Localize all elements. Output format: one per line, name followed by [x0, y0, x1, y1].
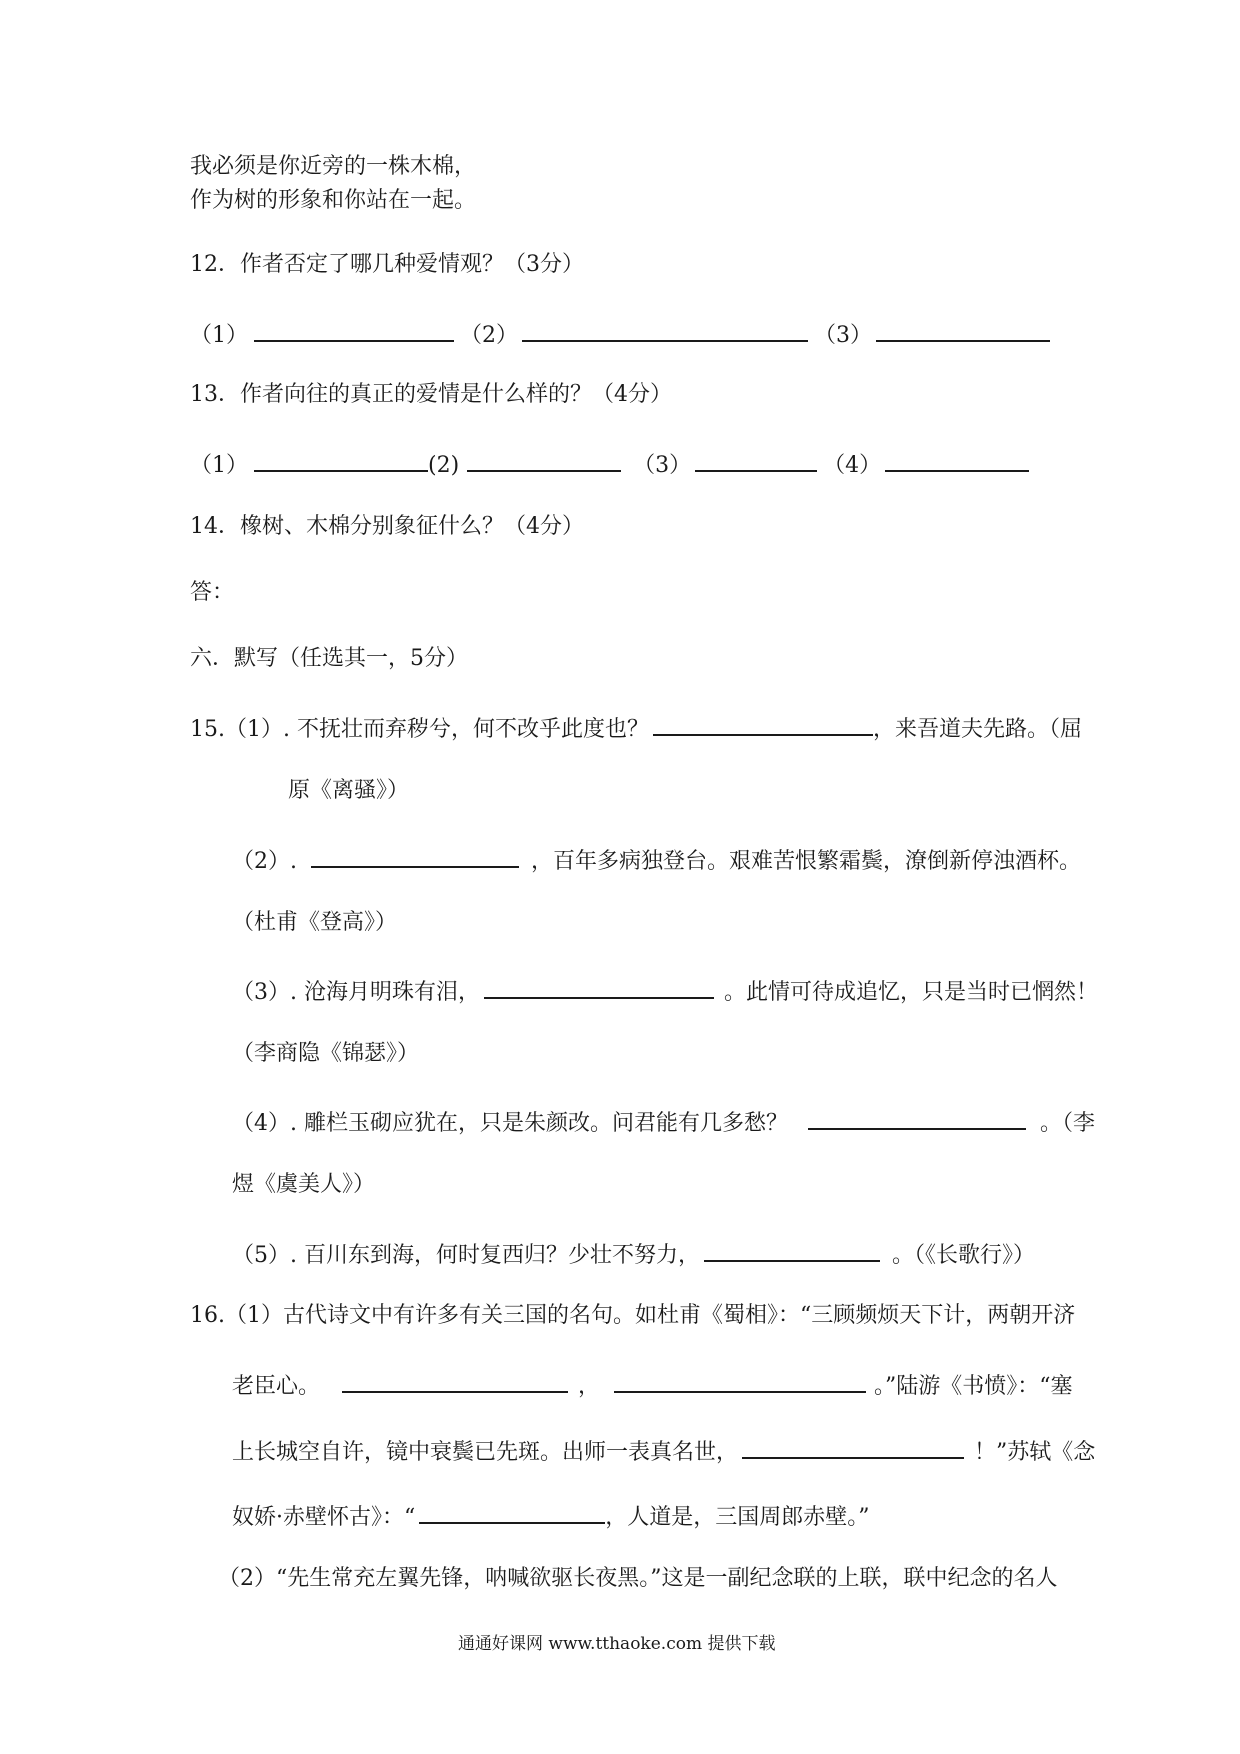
q16-text-1: 老臣心。 [232, 1374, 321, 1399]
question-12-answers [190, 320, 1050, 347]
question-14: 14．橡树、木棉分别象征什么？（4分） [190, 514, 584, 539]
q16-text-7: ，人道是，三国周郎赤壁。” [605, 1505, 870, 1530]
q15-item-2-tail: ，百年多病独登台。艰难苦恨繁霜鬓，潦倒新停浊酒杯。 [531, 849, 1082, 874]
answer-blank-4[interactable] [885, 450, 1029, 472]
q15-item-5-prompt: （5）. 百川东到海，何时复西归？少壮不努力， [232, 1243, 700, 1268]
answer-label-2: (2) [428, 453, 460, 478]
question-12: 12．作者否定了哪几种爱情观？（3分） [190, 252, 584, 277]
q15-item-3-tail: 。此情可待成追忆，只是当时已惘然！ [723, 980, 1098, 1005]
q15-item-1-tail: ，来吾道夫先路。（屈 [872, 717, 1082, 742]
answer-blank-1[interactable] [254, 320, 454, 342]
q15-item-5-blank[interactable] [704, 1240, 880, 1262]
q16-part-1-line-1: 16.（1）古代诗文中有许多有关三国的名句。如杜甫《蜀相》：“三顾频烦天下计，两朝开济 [190, 1303, 1076, 1328]
poem-line-2: 作为树的形象和你站在一起。 [190, 188, 477, 213]
answer-label: 答： [190, 580, 235, 605]
q15-item-4-prompt: （4）. 雕栏玉砌应犹在，只是朱颜改。问君能有几多愁？ [232, 1111, 788, 1136]
q16-blank-3[interactable] [742, 1437, 964, 1459]
q16-blank-1[interactable] [342, 1371, 568, 1393]
q15-item-1-line-1 [190, 714, 1082, 741]
q15-item-3-prompt: （3）. 沧海月明珠有泪， [232, 980, 480, 1005]
answer-blank-2[interactable] [522, 320, 808, 342]
answer-blank-3[interactable] [695, 450, 817, 472]
q16-part-1-line-4 [232, 1502, 870, 1529]
q15-item-2-line-1 [232, 846, 1081, 873]
q15-item-1-prompt: 15.（1）. 不抚壮而弃秽兮，何不改乎此度也？ [190, 717, 649, 742]
q15-item-5-tail: 。（《长歌行》） [892, 1243, 1036, 1268]
answer-blank-2[interactable] [467, 450, 621, 472]
answer-label-3: （3） [633, 453, 692, 478]
q16-blank-2[interactable] [614, 1371, 866, 1393]
q16-text-5: ！”苏轼《念 [974, 1440, 1096, 1465]
q16-blank-4[interactable] [419, 1502, 605, 1524]
q16-text-4: 上长城空自许，镜中衰鬓已先斑。出师一表真名世， [232, 1440, 739, 1465]
q15-item-4-blank[interactable] [808, 1108, 1026, 1130]
q16-text-6: 奴娇·赤壁怀古》：“ [232, 1505, 416, 1530]
question-13: 13．作者向往的真正的爱情是什么样的？（4分） [190, 382, 672, 407]
q15-item-3-line-1 [232, 977, 1098, 1004]
q15-item-4-line-1 [232, 1108, 1095, 1135]
q16-part-1-line-2 [232, 1371, 1073, 1398]
answer-label-1: （1） [190, 453, 248, 478]
page-footer: 通通好课网 www.tthaoke.com 提供下载 [458, 1634, 776, 1654]
answer-label-1: （1） [190, 323, 248, 348]
answer-label-4: （4） [823, 453, 882, 478]
q15-item-4-tail: 。（李 [1040, 1111, 1096, 1136]
answer-blank-3[interactable] [876, 320, 1050, 342]
answer-label-2: （2） [460, 323, 518, 348]
q16-part-1-line-3 [232, 1437, 1095, 1464]
q15-item-2-source: （杜甫《登高》） [232, 910, 398, 935]
q15-item-4-source: 煜《虞美人》） [232, 1172, 376, 1197]
q16-text-3: 。”陆游《书愤》：“塞 [874, 1374, 1073, 1399]
answer-label-3: （3） [814, 323, 872, 348]
q15-item-1-blank[interactable] [653, 714, 873, 736]
q15-item-2-blank[interactable] [311, 846, 519, 868]
answer-blank-1[interactable] [254, 450, 428, 472]
question-13-answers [190, 450, 1029, 477]
q15-item-3-blank[interactable] [484, 977, 714, 999]
poem-line-1: 我必须是你近旁的一株木棉， [190, 154, 477, 179]
q16-text-2: ， [578, 1374, 601, 1399]
q15-item-3-source: （李商隐《锦瑟》） [232, 1041, 420, 1066]
section-6-title: 六．默写（任选其一，5分） [190, 646, 468, 671]
q15-item-1-source: 原《离骚》） [288, 778, 410, 803]
q15-item-5-line-1 [232, 1240, 1035, 1267]
q15-item-2-number: （2）. [232, 849, 297, 874]
q16-part-2-line-1: （2）“先生常充左翼先锋，呐喊欲驱长夜黑。”这是一副纪念联的上联，联中纪念的名人 [218, 1566, 1058, 1591]
